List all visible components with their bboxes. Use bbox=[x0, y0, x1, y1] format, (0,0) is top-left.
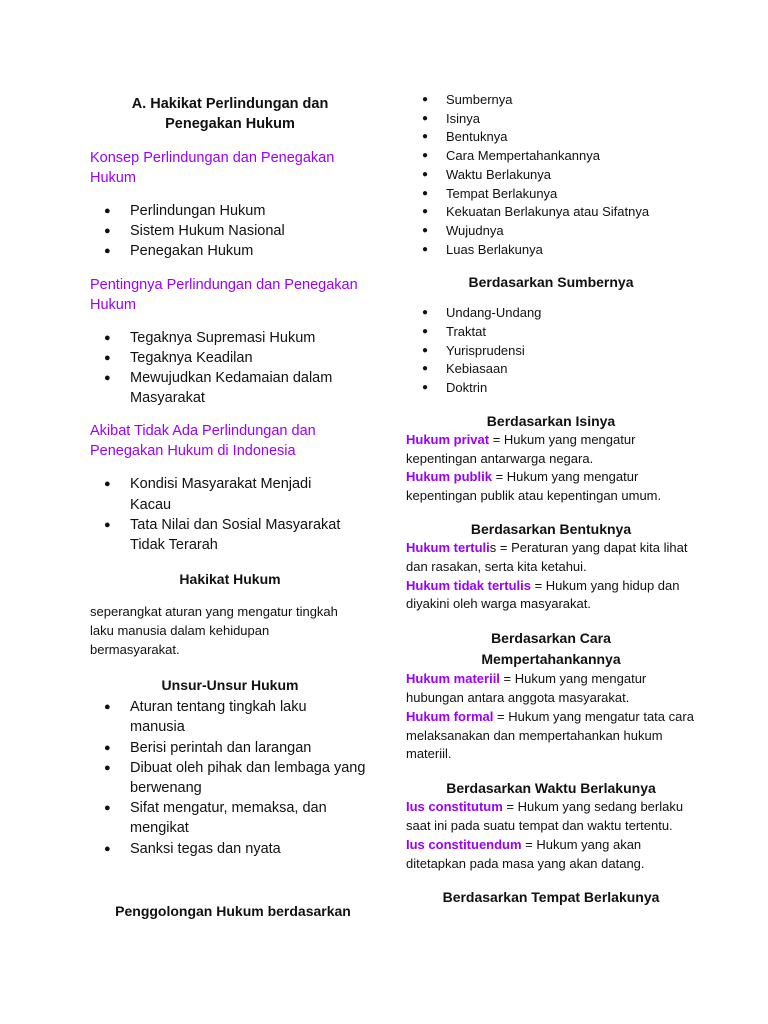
list-item: ● Sumbernya bbox=[406, 91, 696, 110]
left-column bbox=[90, 0, 370, 921]
unsur-list bbox=[90, 697, 370, 859]
list-item: ● Aturan tentang tingkah laku manusia bbox=[90, 697, 370, 737]
cara-heading-line2: Mempertahankannya bbox=[481, 651, 621, 668]
list-item: ● Tempat Berlakunya bbox=[406, 185, 696, 204]
list-item: ● Isinya bbox=[406, 110, 696, 129]
hakikat-text: seperangkat aturan yang mengatur tingkah laku manusia dalam kehidupan bermasyarakat. bbox=[90, 604, 338, 658]
def-hukum-publik: = Hukum yang mengatur kepentingan publik atau kepentingan umum. bbox=[406, 469, 662, 504]
list-item: ● Sanksi tegas dan nyata bbox=[90, 839, 370, 859]
waktu-constitutum bbox=[406, 798, 696, 836]
list-item: ● Yurisprudensi bbox=[406, 342, 696, 361]
list-item: ● Undang-Undang bbox=[406, 304, 696, 323]
list-item: ● Doktrin bbox=[406, 379, 696, 398]
akibat-list bbox=[90, 474, 370, 555]
list-item: ● Cara Mempertahankannya bbox=[406, 147, 696, 166]
tempat-heading: Berdasarkan Tempat Berlakunya bbox=[442, 889, 660, 906]
isi-publik bbox=[406, 468, 696, 506]
bentuk-tertulis bbox=[406, 539, 696, 577]
list-item: ● Traktat bbox=[406, 323, 696, 342]
cara-formal bbox=[406, 708, 696, 764]
def-hukum-privat: = Hukum yang mengatur kepentingan antarwarga negara. bbox=[406, 431, 636, 466]
right-column bbox=[406, 0, 696, 907]
bentuk-tidak-tertulis bbox=[406, 577, 696, 615]
section-title bbox=[90, 94, 370, 134]
sumber-list bbox=[406, 304, 696, 398]
list-item: ● Luas Berlakunya bbox=[406, 241, 696, 260]
list-item: ● Tata Nilai dan Sosial Masyarakat Tidak Terarah bbox=[90, 515, 370, 555]
list-item: ● Perlindungan Hukum bbox=[90, 201, 370, 221]
def-hukum-materiil: = Hukum yang mengatur hubungan antara anggota masyarakat. bbox=[406, 671, 647, 706]
list-item: ● Mewujudkan Kedamaian dalam Masyarakat bbox=[90, 368, 370, 408]
list-item: ● Wujudnya bbox=[406, 222, 696, 241]
hakikat-heading: Hakikat Hukum bbox=[179, 571, 281, 588]
list-item: ● Waktu Berlakunya bbox=[406, 166, 696, 185]
def-hukum-formal: = Hukum yang mengatur tata cara melaksanakan dan mempertahankan hukum materiil. bbox=[406, 708, 694, 762]
waktu-heading: Berdasarkan Waktu Berlakunya bbox=[446, 780, 656, 797]
penggolongan-heading: Penggolongan Hukum berdasarkan bbox=[115, 902, 351, 919]
list-item: ● Sifat mengatur, memaksa, dan mengikat bbox=[90, 798, 370, 838]
term-hukum-publik: Hukum publik bbox=[406, 469, 492, 485]
unsur-heading: Unsur-Unsur Hukum bbox=[161, 677, 299, 694]
bentuk-heading: Berdasarkan Bentuknya bbox=[470, 521, 632, 538]
section-title-line1: A. Hakikat Perlindungan dan bbox=[131, 96, 329, 112]
list-item: ● Dibuat oleh pihak dan lembaga yang berwenang bbox=[90, 758, 370, 798]
term-hukum-formal: Hukum formal bbox=[406, 708, 494, 724]
term-hukum-tertulis: Hukum tertuli bbox=[406, 540, 490, 556]
term-ius-constitutum: Ius constitutum bbox=[406, 799, 503, 815]
cara-materiil bbox=[406, 670, 696, 708]
penting-list bbox=[90, 328, 370, 409]
isi-privat bbox=[406, 431, 696, 469]
list-item: ● Kekuatan Berlakunya atau Sifatnya bbox=[406, 203, 696, 222]
list-item: ● Bentuknya bbox=[406, 128, 696, 147]
section-title-line2: Penegakan Hukum bbox=[165, 116, 295, 132]
list-item: ● Tegaknya Keadilan bbox=[90, 348, 370, 368]
dasar-list bbox=[406, 91, 696, 259]
list-item: ● Kebiasaan bbox=[406, 360, 696, 379]
list-item: ● Sistem Hukum Nasional bbox=[90, 221, 370, 241]
list-item: ● Kondisi Masyarakat Menjadi Kacau bbox=[90, 474, 370, 514]
def-hukum-tertulis: s = Peraturan yang dapat kita lihat dan rasakan, serta kita ketahui. bbox=[406, 540, 688, 574]
konsep-list bbox=[90, 201, 370, 262]
term-hukum-privat: Hukum privat bbox=[406, 431, 490, 447]
list-item: ● Berisi perintah dan larangan bbox=[90, 738, 370, 758]
term-hukum-materiil: Hukum materiil bbox=[406, 671, 500, 687]
waktu-constituendum bbox=[406, 836, 696, 874]
term-ius-constituendum: Ius constituendum bbox=[406, 836, 522, 852]
penting-heading: Pentingnya Perlindungan dan Penegakan Hukum bbox=[90, 276, 358, 313]
def-ius-constitutum: = Hukum yang sedang berlaku saat ini pada suatu tempat dan waktu tertentu. bbox=[406, 799, 684, 833]
cara-heading-line1: Berdasarkan Cara bbox=[491, 630, 611, 647]
sumber-heading: Berdasarkan Sumbernya bbox=[468, 274, 634, 291]
def-ius-constituendum: = Hukum yang akan ditetapkan pada masa yang akan datang. bbox=[406, 836, 645, 871]
term-hukum-tidak-tertulis: Hukum tidak tertulis bbox=[406, 577, 531, 593]
def-hukum-tidak-tertulis: = Hukum yang hidup dan diyakini oleh warga masyarakat. bbox=[406, 577, 680, 612]
list-item: ● Penegakan Hukum bbox=[90, 241, 370, 261]
cara-heading bbox=[406, 628, 696, 670]
list-item: ● Tegaknya Supremasi Hukum bbox=[90, 328, 370, 348]
konsep-heading: Konsep Perlindungan dan Penegakan Hukum bbox=[90, 150, 335, 186]
isi-heading: Berdasarkan Isinya bbox=[486, 412, 616, 429]
akibat-heading: Akibat Tidak Ada Perlindungan dan Penegakan Hukum di Indonesia bbox=[90, 423, 316, 460]
